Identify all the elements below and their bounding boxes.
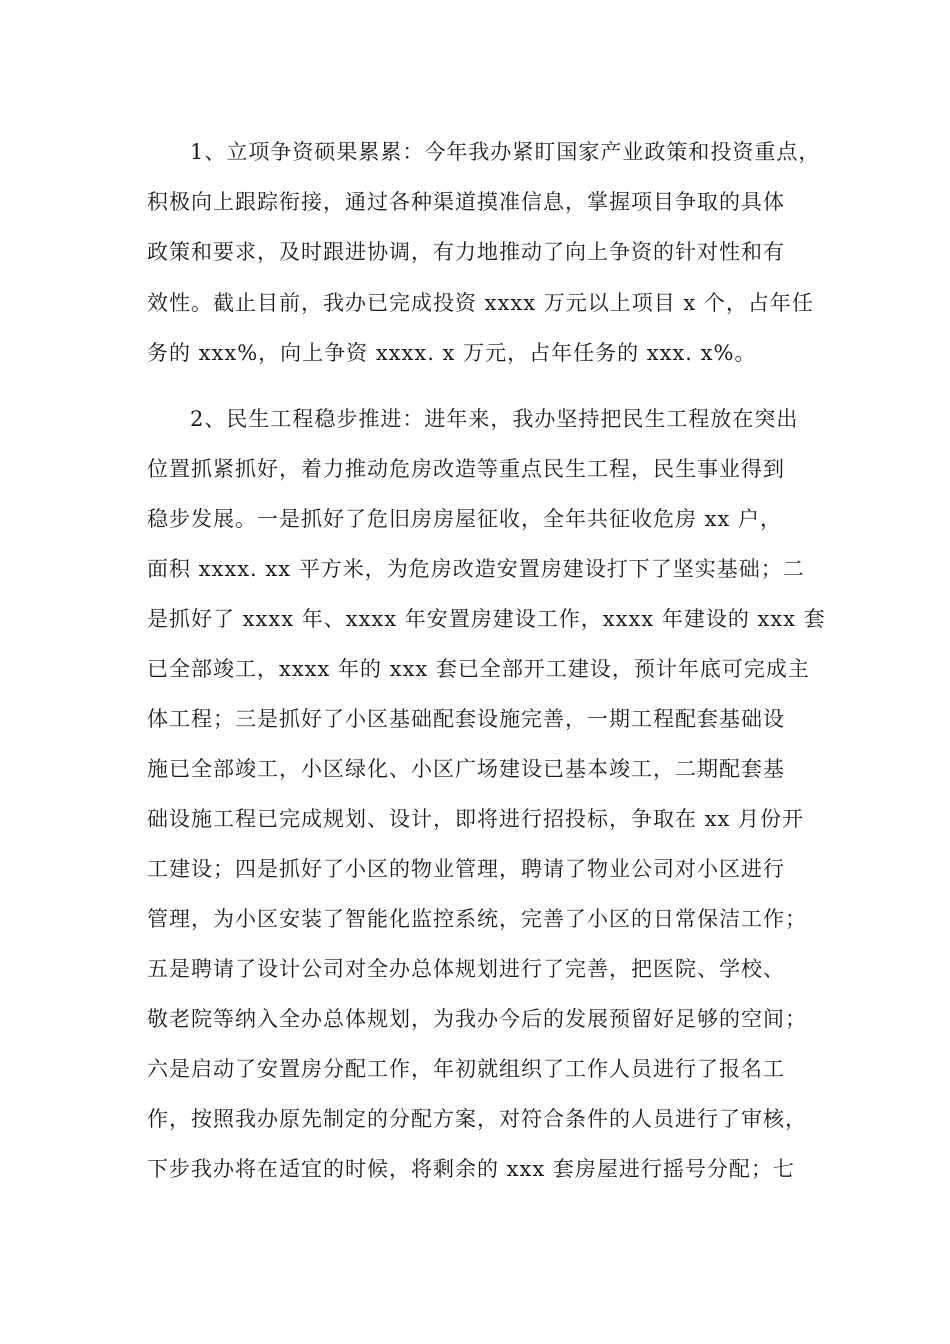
paragraph-2-line-13: 敬老院等纳入全办总体规划，为我办今后的发展预留好足够的空间； <box>147 1007 807 1031</box>
paragraph-2-line-7: 体工程；三是抓好了小区基础配套设施完善，一期工程配套基础设 <box>147 707 785 731</box>
paragraph-2-line-10: 工建设；四是抓好了小区的物业管理，聘请了物业公司对小区进行 <box>147 857 785 881</box>
paragraph-2-line-4: 面积 xxxx. xx 平方米，为危房改造安置房建设打下了坚实基础；二 <box>147 557 805 581</box>
paragraph-2-line-11: 管理，为小区安装了智能化监控系统，完善了小区的日常保洁工作； <box>147 907 807 931</box>
paragraph-1-line-5: 务的 xxx%，向上争资 xxxx. x 万元，占年任务的 xxx. x%。 <box>147 341 757 365</box>
paragraph-2-line-5: 是抓好了 xxxx 年、xxxx 年安置房建设工作，xxxx 年建设的 xxx 套 <box>147 607 826 631</box>
paragraph-2-line-14: 六是启动了安置房分配工作，年初就组织了工作人员进行了报名工 <box>147 1057 785 1081</box>
paragraph-2-line-8: 施已全部竣工，小区绿化、小区广场建设已基本竣工，二期配套基 <box>147 757 785 781</box>
paragraph-2-line-9: 础设施工程已完成规划、设计，即将进行招投标，争取在 xx 月份开 <box>147 807 805 831</box>
paragraph-2-line-15: 作，按照我办原先制定的分配方案，对符合条件的人员进行了审核， <box>147 1107 807 1131</box>
paragraph-2-line-2: 位置抓紧抓好，着力推动危房改造等重点民生工程，民生事业得到 <box>147 457 785 481</box>
paragraph-2-line-3: 稳步发展。一是抓好了危旧房房屋征收，全年共征收危房 xx 户， <box>147 507 783 531</box>
paragraph-1-line-3: 政策和要求，及时跟进协调，有力地推动了向上争资的针对性和有 <box>147 240 785 264</box>
paragraph-1-line-4: 效性。截止目前，我办已完成投资 xxxx 万元以上项目 x 个，占年任 <box>147 291 814 315</box>
paragraph-2-line-1: 2、民生工程稳步推进：进年来，我办坚持把民生工程放在突出 <box>190 407 799 431</box>
paragraph-2-line-16: 下步我办将在适宜的时候，将剩余的 xxx 套房屋进行摇号分配；七 <box>147 1157 795 1181</box>
paragraph-1-line-2: 积极向上跟踪衔接，通过各种渠道摸准信息，掌握项目争取的具体 <box>147 190 785 214</box>
paragraph-1-line-1: 1、立项争资硕果累累：今年我办紧盯国家产业政策和投资重点， <box>190 140 821 164</box>
paragraph-2-line-12: 五是聘请了设计公司对全办总体规划进行了完善，把医院、学校、 <box>147 957 785 981</box>
paragraph-2-line-6: 已全部竣工，xxxx 年的 xxx 套已全部开工建设，预计年底可完成主 <box>147 657 810 681</box>
